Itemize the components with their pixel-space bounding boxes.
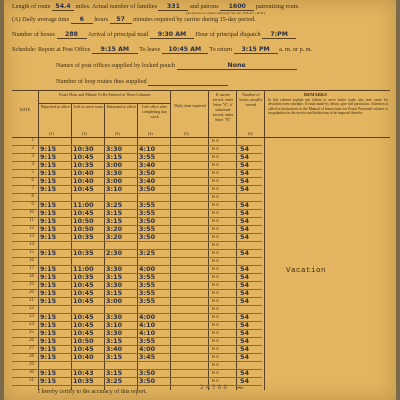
returned-cell: 3:20 [106, 225, 123, 233]
reported-cell: 9:15 [40, 337, 57, 345]
row-date: 23 [29, 314, 34, 319]
left-other-cell: 4:10 [139, 145, 156, 153]
served-by-cell: R S [212, 330, 219, 335]
served-by-cell: R S [212, 170, 219, 175]
left-serve-cell: 10:45 [73, 209, 94, 217]
header-reported: Reported at office [38, 103, 72, 137]
row-date: 11 [29, 218, 34, 223]
boxes-label: Number of boxes [12, 31, 55, 38]
boxes-served-cell: 54 [240, 345, 250, 353]
boxes-served-cell: 54 [240, 185, 250, 193]
served-by-cell: R S [212, 298, 219, 303]
left-other-cell: 4:00 [139, 345, 156, 353]
served-by-cell: R S [212, 210, 219, 215]
returned-cell: 3:00 [106, 161, 123, 169]
ampm-label: a. m. or p. m. [279, 46, 313, 53]
served-by-cell: R S [212, 218, 219, 223]
served-by-cell: R S [212, 242, 219, 247]
left-other-cell: 3:55 [139, 289, 156, 297]
returned-cell: 3:15 [106, 369, 123, 377]
returned-cell: 3:15 [106, 289, 123, 297]
left-serve-cell: 10:43 [73, 369, 94, 377]
header-left-other: Left office after completing day work [137, 103, 171, 137]
boxes-served-cell: 54 [240, 225, 250, 233]
left-serve-cell [73, 137, 103, 145]
left-other-cell: 4:00 [139, 313, 156, 321]
header-returned: Returned to office [104, 103, 138, 137]
served-by-cell: R S [212, 146, 219, 151]
returned-cell: 3:00 [106, 297, 123, 305]
left-serve-cell: 10:50 [73, 337, 94, 345]
returned-cell: 3:15 [106, 353, 123, 361]
served-by-cell: R S [212, 226, 219, 231]
left-serve-cell: 10:45 [73, 289, 94, 297]
row-date: 27 [29, 346, 34, 351]
remarks-text: In this column explain any failure to serve entire route; also note cause for deviation from schedule. If route made by detour, give full particulars. Attention is called to instructions in the Manual of Instructions for Postal Personnel relative to irregularities in the service and deductions to be imposed therefor. [268, 98, 388, 116]
left-other-cell [139, 361, 169, 369]
reported-cell: 9:15 [40, 329, 57, 337]
left-other-cell: 3:50 [139, 217, 156, 225]
row-date: 21 [29, 298, 34, 303]
reported-cell: 9:15 [40, 225, 57, 233]
boxes-served-cell [240, 361, 260, 369]
row-date: 5 [31, 170, 34, 175]
boxes-served-cell: 54 [240, 161, 250, 169]
row-date: 20 [29, 290, 34, 295]
left-serve-cell: 10:35 [73, 377, 94, 385]
header-boxes-served: Number of boxes actually served [236, 91, 265, 137]
left-other-cell: 3:25 [139, 249, 156, 257]
left-serve-cell: 10:45 [73, 321, 94, 329]
hours-label: hours [94, 16, 109, 23]
left-other-cell: 3:55 [139, 201, 156, 209]
left-serve-cell: 10:40 [73, 169, 94, 177]
header-exact-hours: Exact Hour and Minute To Be Entered in These Columns [38, 91, 171, 137]
served-by-cell: R S [212, 266, 219, 271]
left-other-cell: 3:50 [139, 169, 156, 177]
left-serve-cell [73, 257, 103, 265]
served-by-cell: R S [212, 162, 219, 167]
left-serve-cell: 10:35 [73, 249, 94, 257]
reported-cell: 9:15 [40, 313, 57, 321]
reported-cell [40, 257, 70, 265]
leave-value: 10:45 AM [162, 46, 208, 54]
reported-cell [40, 305, 70, 313]
pouch-line [56, 62, 297, 70]
left-other-cell: 3:55 [139, 153, 156, 161]
boxes-served-cell: 54 [240, 329, 250, 337]
average-time-line [12, 16, 256, 24]
returned-cell: 3:30 [106, 329, 123, 337]
returned-cell [106, 241, 136, 249]
left-other-cell: 3:40 [139, 177, 156, 185]
returned-cell [106, 361, 136, 369]
left-other-cell [139, 305, 169, 313]
col-number-2: (2) [82, 131, 87, 136]
reported-cell: 9:15 [40, 297, 57, 305]
left-other-cell: 4:10 [139, 321, 156, 329]
returned-cell: 3:00 [106, 177, 123, 185]
boxes-served-cell: 54 [240, 337, 250, 345]
left-other-cell [139, 193, 169, 201]
returned-cell: 3:15 [106, 209, 123, 217]
left-serve-cell: 10:45 [73, 153, 94, 161]
reported-cell: 9:15 [40, 281, 57, 289]
left-serve-cell: 11:00 [73, 265, 94, 273]
patronizing-label: patronizing route. [255, 3, 300, 10]
boxes-served-cell: 54 [240, 169, 250, 177]
loop-line [56, 78, 228, 86]
schedule-line [12, 46, 312, 54]
boxes-served-cell: 54 [240, 145, 250, 153]
families-note: (As shown on carrier's directory. See Sec. 618, P. L. & R.) [186, 11, 265, 15]
reported-cell: 9:15 [40, 201, 57, 209]
average-hours-value: 6 [71, 16, 93, 24]
left-other-cell: 4:00 [139, 265, 156, 273]
route-length-value: 54.4 [52, 3, 74, 11]
left-other-cell: 3:50 [139, 377, 156, 385]
left-other-cell: 3:40 [139, 161, 156, 169]
row-date: 19 [29, 282, 34, 287]
returned-cell [106, 257, 136, 265]
left-other-cell: 3:55 [139, 225, 156, 233]
row-date: 16 [29, 258, 34, 263]
carrier-signature: ~ [236, 383, 245, 394]
boxes-served-cell: 54 [240, 153, 250, 161]
reported-cell: 9:15 [40, 369, 57, 377]
return-value: 3:15 PM [234, 46, 278, 54]
left-other-cell: 3:55 [139, 281, 156, 289]
row-date: 14 [29, 242, 34, 247]
minutes-label: minutes required by carrier during 15-day period. [133, 16, 256, 23]
boxes-value: 288 [57, 31, 87, 39]
left-serve-cell: 10:45 [73, 345, 94, 353]
left-other-cell: 3:45 [139, 353, 156, 361]
row-date: 28 [29, 354, 34, 359]
report-value: 9:15 AM [92, 46, 138, 54]
row-date: 24 [29, 322, 34, 327]
served-by-cell: R S [212, 346, 219, 351]
reported-cell: 9:15 [40, 185, 57, 193]
left-serve-cell: 10:40 [73, 353, 94, 361]
boxes-served-cell: 54 [240, 233, 250, 241]
returned-cell [106, 137, 136, 145]
boxes-served-cell: 54 [240, 353, 250, 361]
boxes-served-cell: 54 [240, 273, 250, 281]
served-by-cell: R S [212, 290, 219, 295]
reported-cell: 9:15 [40, 377, 57, 385]
average-minutes-value: 57 [110, 16, 132, 24]
row-date: 10 [29, 210, 34, 215]
reported-cell: 9:15 [40, 217, 57, 225]
boxes-served-cell [240, 137, 260, 145]
served-by-cell: R S [212, 258, 219, 263]
reported-cell: 9:15 [40, 233, 57, 241]
returned-cell: 3:30 [106, 265, 123, 273]
pouch-label: Names of post offices supplied by locked pouch [56, 62, 175, 69]
reported-cell: 9:15 [40, 209, 57, 217]
col-number-6: (6) [248, 131, 253, 136]
boxes-served-cell [240, 305, 260, 313]
returned-cell: 3:15 [106, 337, 123, 345]
boxes-served-cell: 54 [240, 297, 250, 305]
served-by-cell: R S [212, 378, 219, 383]
families-value: 331 [158, 3, 188, 11]
stamp-number: 2 A 3 8 8 [200, 384, 228, 391]
boxes-served-cell: 54 [240, 265, 250, 273]
route-length-label: Length of route [12, 3, 51, 10]
boxes-served-cell [240, 241, 260, 249]
header-date: DATE [19, 107, 31, 112]
reported-cell [40, 193, 70, 201]
col-number-5: (5) [184, 131, 189, 136]
patrons-value: 1600 [220, 3, 254, 11]
left-serve-cell [73, 361, 103, 369]
header-left-serve: Left to serve route [71, 103, 105, 137]
boxes-served-cell: 54 [240, 201, 250, 209]
header-served: If carrier served, enter letter "S"; if substitute served, enter letter "R" [208, 91, 237, 137]
reported-cell: 9:15 [40, 161, 57, 169]
served-by-cell: R S [212, 322, 219, 327]
row-date: 4 [31, 162, 34, 167]
route-length-line [12, 3, 300, 11]
returned-cell: 3:20 [106, 233, 123, 241]
left-other-cell [139, 241, 169, 249]
returned-cell: 3:10 [106, 321, 123, 329]
families-label: miles. Actual number of families [75, 3, 157, 10]
served-by-cell: R S [212, 306, 219, 311]
served-by-cell: R S [212, 138, 219, 143]
row-date: 7 [31, 186, 34, 191]
reported-cell: 9:15 [40, 265, 57, 273]
left-serve-cell: 10:45 [73, 329, 94, 337]
reported-cell [40, 361, 70, 369]
row-date: 3 [31, 154, 34, 159]
row-date: 2 [31, 146, 34, 151]
served-by-cell: R S [212, 178, 219, 183]
returned-cell [106, 193, 136, 201]
left-other-cell: 3:50 [139, 185, 156, 193]
left-other-cell: 3:55 [139, 209, 156, 217]
boxes-served-cell: 54 [240, 369, 250, 377]
served-by-cell: R S [212, 282, 219, 287]
returned-cell: 3:25 [106, 377, 123, 385]
served-by-cell: R S [212, 202, 219, 207]
boxes-served-cell: 54 [240, 217, 250, 225]
left-other-cell [139, 257, 169, 265]
left-serve-cell [73, 305, 103, 313]
row-date: 18 [29, 274, 34, 279]
left-other-cell: 3:55 [139, 273, 156, 281]
left-other-cell: 3:55 [139, 297, 156, 305]
returned-cell: 2:30 [106, 249, 123, 257]
return-label: To return [209, 46, 233, 53]
certify-statement: I hereby certify to the accuracy of this report. [38, 389, 147, 395]
remarks-title: REMARKS [304, 92, 328, 97]
row-date: 12 [29, 226, 34, 231]
reported-cell: 9:15 [40, 353, 57, 361]
left-serve-cell: 10:45 [73, 297, 94, 305]
left-serve-cell: 11:00 [73, 201, 94, 209]
returned-cell: 3:30 [106, 169, 123, 177]
boxes-served-cell: 54 [240, 249, 250, 257]
route-report-form [4, 0, 396, 400]
row-date: 13 [29, 234, 34, 239]
served-by-cell: R S [212, 362, 219, 367]
col-number-1: (1) [49, 131, 54, 136]
boxes-served-cell: 54 [240, 321, 250, 329]
left-other-cell: 3:55 [139, 337, 156, 345]
served-by-cell: R S [212, 354, 219, 359]
returned-cell: 3:15 [106, 273, 123, 281]
returned-cell: 3:30 [106, 145, 123, 153]
reported-cell [40, 241, 70, 249]
row-date: 22 [29, 306, 34, 311]
left-serve-cell: 10:45 [73, 281, 94, 289]
dispatch-value: 7:PM [262, 31, 296, 39]
row-date: 25 [29, 330, 34, 335]
left-serve-cell: 10:45 [73, 185, 94, 193]
pouch-value: None [177, 62, 297, 70]
row-date: 8 [31, 194, 34, 199]
served-by-cell: R S [212, 314, 219, 319]
col-number-4: (4) [148, 131, 153, 136]
left-serve-cell: 10:35 [73, 273, 94, 281]
schedule-label: Schedule: Report at Post Office [12, 46, 91, 53]
left-serve-cell: 10:30 [73, 145, 94, 153]
reported-cell: 9:15 [40, 321, 57, 329]
returned-cell: 3:10 [106, 185, 123, 193]
served-by-cell: R S [212, 186, 219, 191]
boxes-served-cell: 54 [240, 377, 250, 385]
left-serve-cell: 10:50 [73, 217, 94, 225]
reported-cell: 9:15 [40, 145, 57, 153]
returned-cell: 3:25 [106, 201, 123, 209]
row-date: 17 [29, 266, 34, 271]
returned-cell: 3:15 [106, 153, 123, 161]
left-other-cell: 3:50 [139, 369, 156, 377]
row-date: 26 [29, 338, 34, 343]
boxes-served-cell: 54 [240, 177, 250, 185]
boxes-served-cell [240, 193, 260, 201]
served-by-cell: R S [212, 154, 219, 159]
returned-cell: 3:15 [106, 217, 123, 225]
patrons-label: and patrons [189, 3, 219, 10]
row-date: 6 [31, 178, 34, 183]
average-time-label: (A) Daily average time [12, 16, 70, 23]
boxes-served-cell: 54 [240, 281, 250, 289]
row-date: 1 [31, 138, 34, 143]
arrival-value: 9:30 AM [150, 31, 194, 39]
left-serve-cell: 10:45 [73, 313, 94, 321]
returned-cell: 3:40 [106, 345, 123, 353]
left-serve-cell [73, 193, 103, 201]
row-date: 29 [29, 362, 34, 367]
served-by-cell: R S [212, 194, 219, 199]
arrival-label: Arrival of principal mail [87, 31, 149, 38]
served-by-cell: R S [212, 370, 219, 375]
left-serve-cell [73, 241, 103, 249]
vacation-note: Vacation [286, 267, 327, 275]
reported-cell: 9:15 [40, 345, 57, 353]
left-other-cell [139, 137, 169, 145]
served-by-cell: R S [212, 250, 219, 255]
reported-cell: 9:15 [40, 273, 57, 281]
boxes-served-cell: 54 [240, 289, 250, 297]
dispatch-label: Hour of principal dispatch [195, 31, 261, 38]
left-serve-cell: 10:40 [73, 177, 94, 185]
row-date: 31 [29, 378, 34, 383]
leave-label: To leave [139, 46, 161, 53]
served-by-cell: R S [212, 274, 219, 279]
row-date: 15 [29, 250, 34, 255]
left-serve-cell: 10:35 [73, 161, 94, 169]
row-date: 30 [29, 370, 34, 375]
reported-cell [40, 137, 70, 145]
reported-cell: 9:15 [40, 177, 57, 185]
returned-cell [106, 305, 136, 313]
left-other-cell: 3:50 [139, 233, 156, 241]
left-other-cell: 4:10 [139, 329, 156, 337]
left-serve-cell: 10:50 [73, 225, 94, 233]
returned-cell: 3:30 [106, 313, 123, 321]
reported-cell: 9:15 [40, 169, 57, 177]
served-by-cell: R S [212, 234, 219, 239]
reported-cell: 9:15 [40, 249, 57, 257]
loop-label: Number of loop routes thus supplied [56, 78, 147, 85]
boxes-served-cell: 54 [240, 209, 250, 217]
boxes-served-cell [240, 257, 260, 265]
served-by-cell: R S [212, 338, 219, 343]
boxes-line [12, 31, 296, 39]
left-serve-cell: 10:35 [73, 233, 94, 241]
boxes-served-cell: 54 [240, 313, 250, 321]
header-daily-time: Daily time required [170, 91, 209, 137]
row-date: 9 [31, 202, 34, 207]
reported-cell: 9:15 [40, 153, 57, 161]
returned-cell: 3:30 [106, 281, 123, 289]
col-number-3: (3) [115, 131, 120, 136]
reported-cell: 9:15 [40, 289, 57, 297]
